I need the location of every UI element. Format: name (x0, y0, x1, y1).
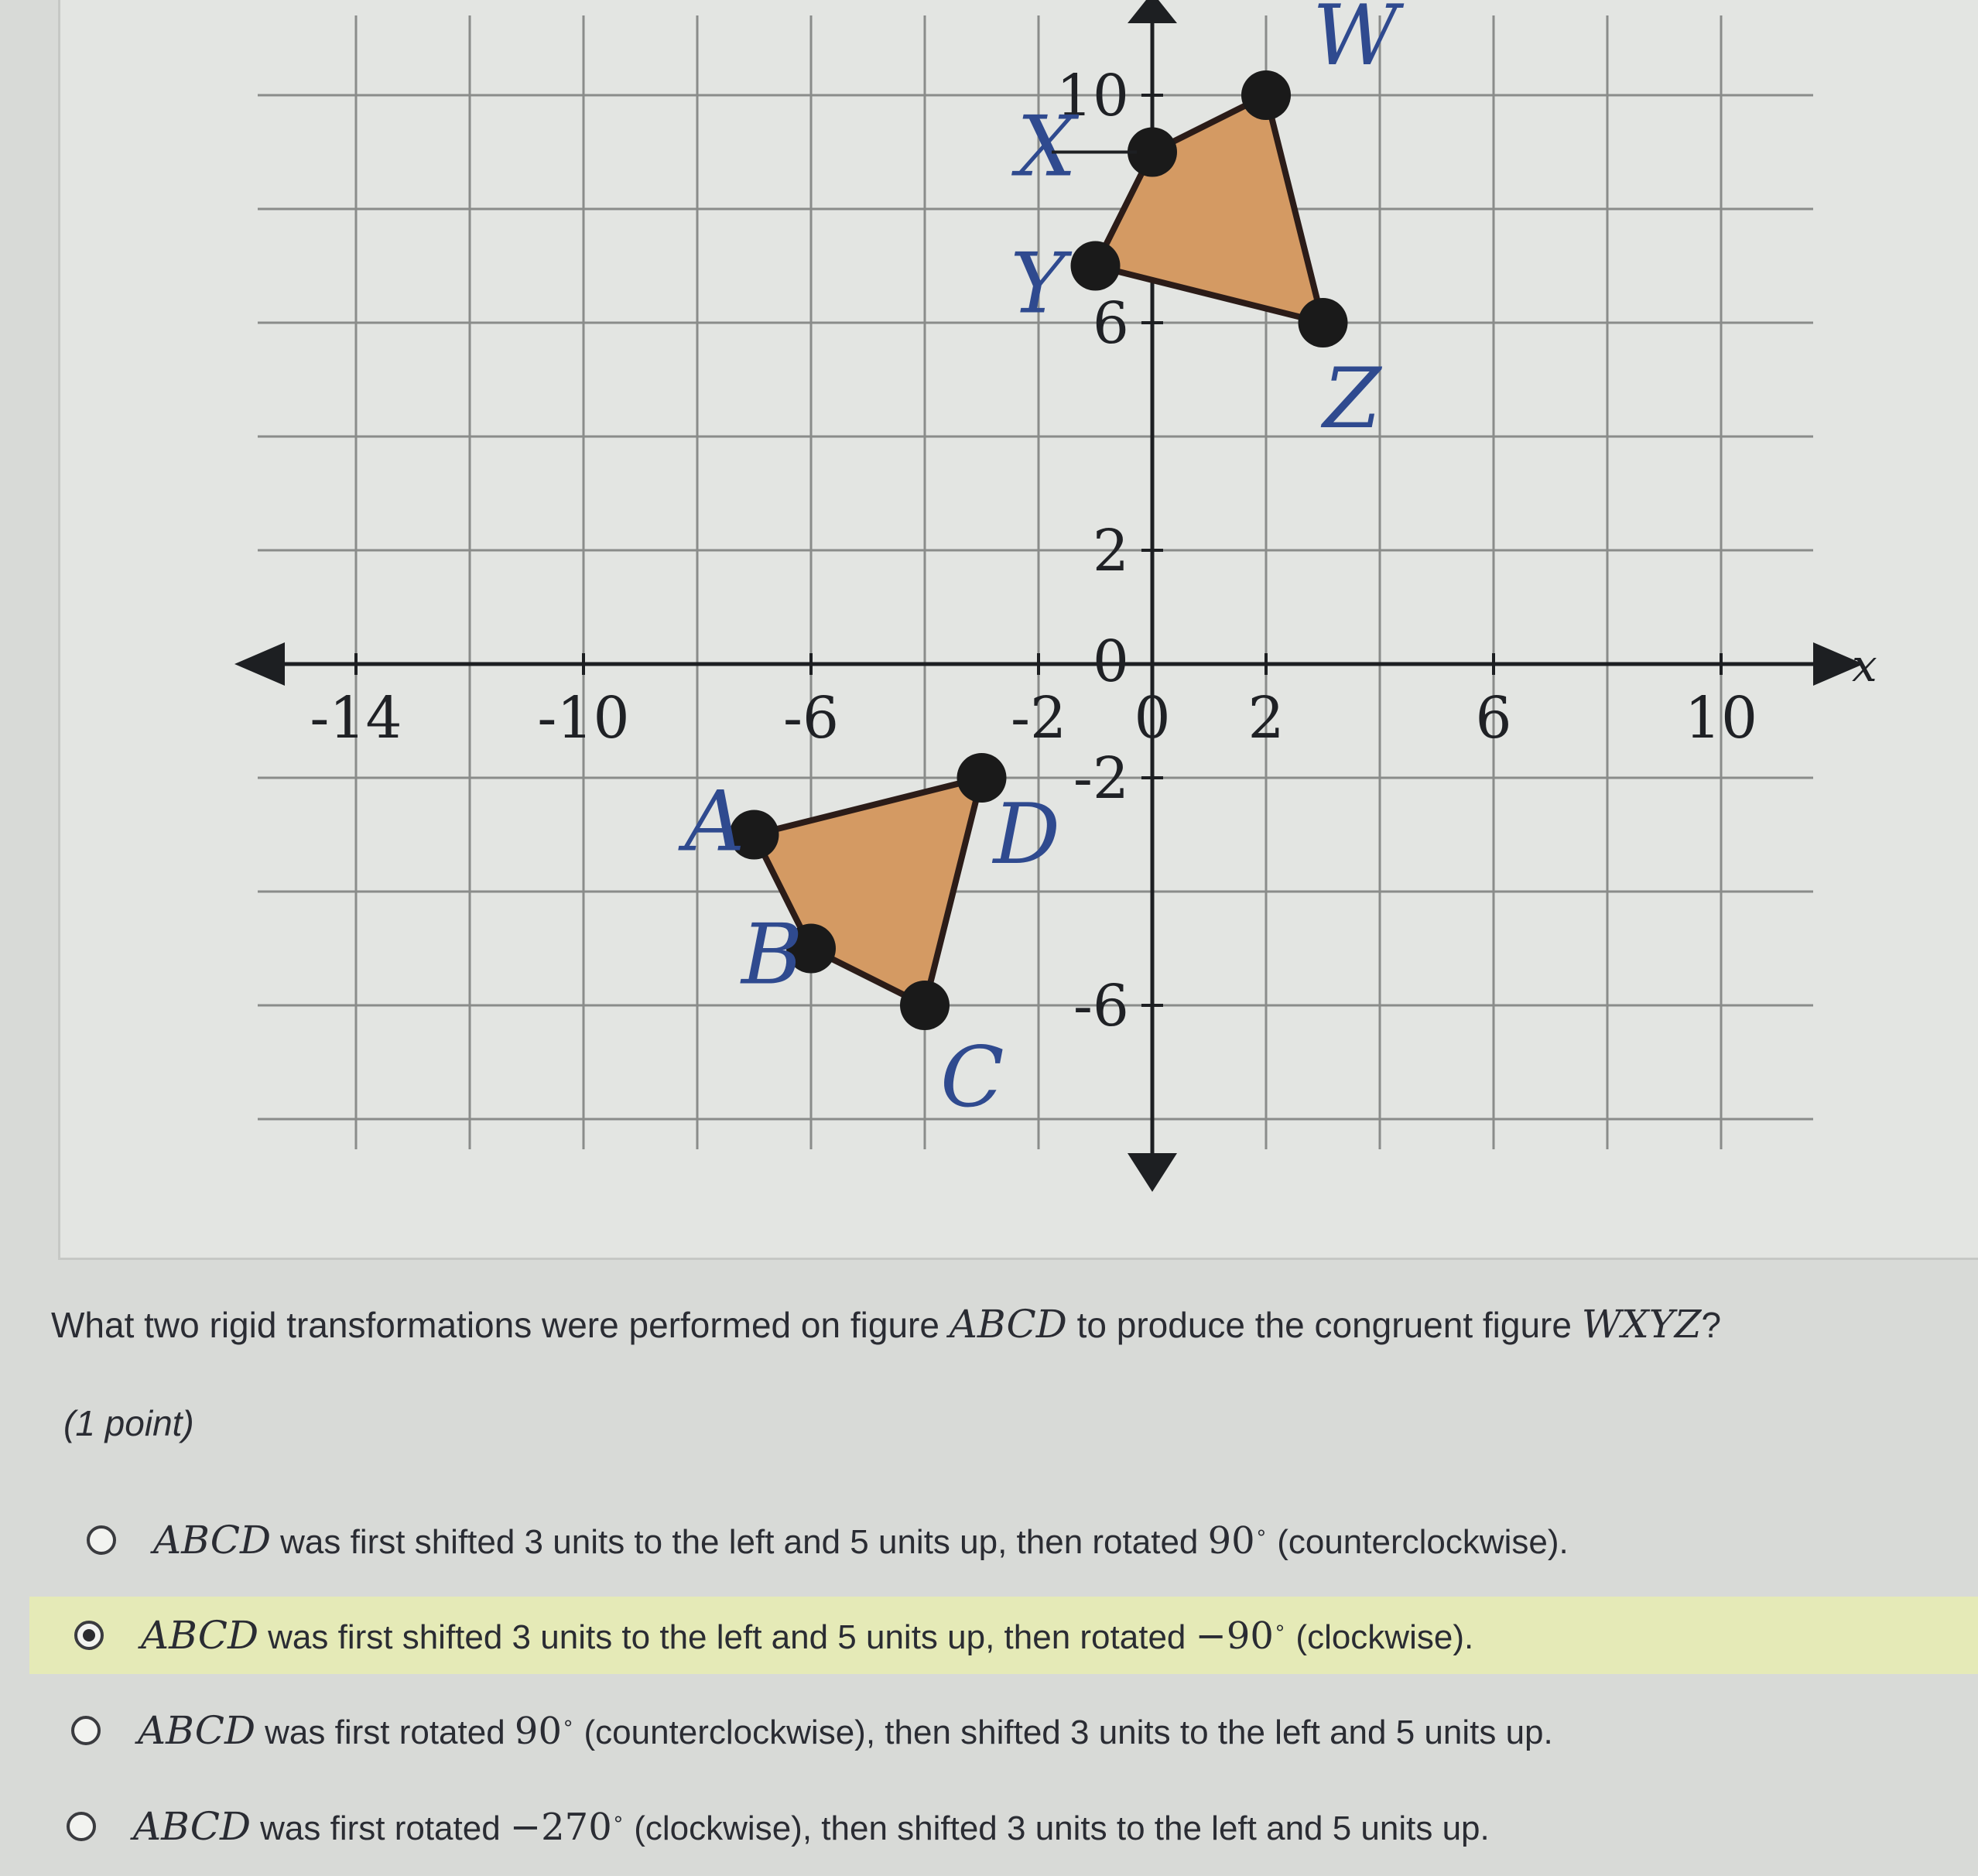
option-text-a: was first shifted 3 units to the left and 5 units up, then rotated (280, 1523, 1208, 1561)
radio-button[interactable] (87, 1525, 116, 1555)
degree-symbol: ∘ (611, 1807, 625, 1830)
option-text-b: (counterclockwise), then shifted 3 units to the left and 5 units up. (574, 1713, 1553, 1751)
y-axis-up-arrow (1128, 0, 1177, 23)
degree-symbol: ∘ (1254, 1521, 1268, 1544)
question-figure-abcd: ABCD (949, 1302, 1067, 1347)
radio-button-selected[interactable] (74, 1621, 104, 1650)
degree-symbol: ∘ (561, 1711, 575, 1734)
y-tick-label: 6 (1092, 290, 1129, 357)
answer-option-3[interactable] (0, 1692, 1978, 1769)
option-text-a: was first rotated (260, 1809, 510, 1847)
y-tick-label: 2 (1092, 518, 1129, 584)
vertex-label-a: A (684, 773, 745, 871)
y-tick-label: 0 (1092, 628, 1129, 695)
question-text (51, 1302, 1963, 1347)
option-text-b: (counterclockwise). (1267, 1523, 1569, 1561)
radio-button[interactable] (71, 1716, 101, 1745)
question-suffix: ? (1701, 1305, 1722, 1345)
x-axis-name: x (1852, 639, 1877, 692)
option-text (153, 1518, 1569, 1563)
coordinate-plane (60, 0, 1978, 1258)
option-figure: ABCD (138, 1708, 256, 1753)
figure-wxyz (1096, 95, 1323, 323)
option-text (141, 1613, 1473, 1658)
option-figure: ABCD (133, 1804, 252, 1849)
vertex-label-c: C (940, 1029, 1004, 1126)
labels (310, 0, 1877, 1126)
vertex-point-y (1071, 241, 1121, 291)
vertex-label-d: D (993, 786, 1061, 883)
vertex-point-w (1241, 70, 1291, 120)
option-text-a: was first shifted 3 units to the left and 5 units up, then rotated (268, 1618, 1196, 1656)
option-angle: −90 (1195, 1614, 1274, 1658)
option-figure: ABCD (153, 1518, 272, 1563)
vertex-label-y: Y (1010, 235, 1066, 333)
x-tick-label: -2 (1010, 685, 1067, 751)
x-tick-label: 0 (1134, 685, 1171, 751)
option-angle: 90 (1207, 1519, 1255, 1563)
vertex-label-z: Z (1323, 351, 1381, 447)
option-figure: ABCD (141, 1613, 259, 1658)
x-tick-label: 2 (1247, 685, 1285, 751)
option-text (133, 1804, 1490, 1849)
question-middle: to produce the congruent figure (1066, 1305, 1582, 1345)
option-angle: −270 (509, 1806, 612, 1849)
answer-option-2[interactable] (29, 1597, 1978, 1674)
vertex-label-w: W (1312, 0, 1399, 84)
vertex-label-b: B (741, 906, 803, 1004)
vertex-point-c (900, 981, 950, 1030)
answer-option-4[interactable] (0, 1788, 1978, 1865)
y-tick-label: 10 (1056, 63, 1129, 129)
y-axis-down-arrow (1128, 1153, 1177, 1192)
question-prefix: What two rigid transformations were performed on figure (51, 1305, 950, 1345)
radio-button[interactable] (67, 1812, 96, 1841)
x-tick-label: -10 (537, 685, 630, 751)
y-tick-label: -2 (1073, 745, 1129, 812)
question-figure-wxyz: WXYZ (1581, 1302, 1702, 1347)
vertex-point-z (1299, 298, 1348, 347)
x-tick-label: 10 (1684, 685, 1758, 751)
x-axis-left-arrow (234, 642, 285, 686)
y-tick-label: -6 (1073, 973, 1129, 1039)
x-tick-label: 6 (1475, 685, 1512, 751)
x-tick-label: -14 (310, 685, 402, 751)
points-label: (1 point) (63, 1403, 194, 1443)
option-text-b: (clockwise), then shifted 3 units to the left and 5 units up. (625, 1809, 1490, 1847)
degree-symbol: ∘ (1273, 1616, 1287, 1639)
option-text (138, 1708, 1553, 1753)
option-text-a: was first rotated (265, 1713, 515, 1751)
option-text-b: (clockwise). (1286, 1618, 1474, 1656)
vertex-label-x: X (1017, 98, 1076, 196)
x-tick-label: -6 (782, 685, 840, 751)
graph-panel (58, 0, 1978, 1260)
answer-option-1[interactable] (0, 1501, 1978, 1579)
option-angle: 90 (514, 1710, 562, 1753)
